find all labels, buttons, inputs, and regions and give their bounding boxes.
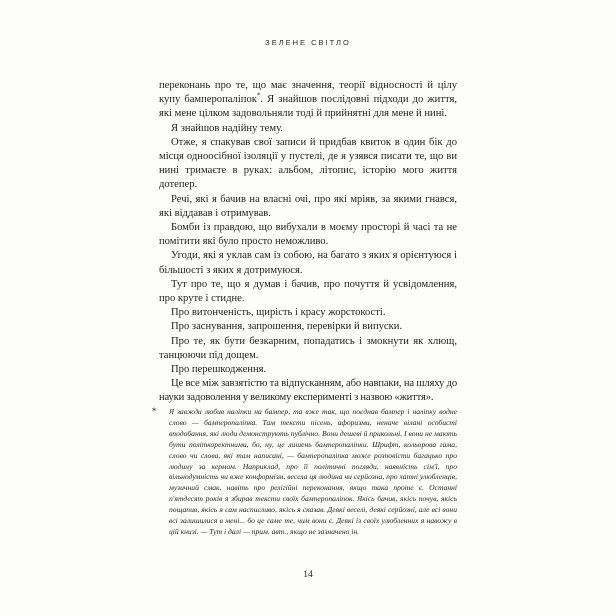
- paragraph-4: Речі, які я бачив на власні очі, про які мріяв, за якими гнався, які віддавав і отримував.: [159, 193, 457, 219]
- footnote-reference: *: [256, 91, 261, 100]
- paragraph-7: Тут про те, що я думав і бачив, про почуття й усвідомлення, про круте і стидне.: [159, 278, 457, 305]
- paragraph-1: [159, 79, 457, 122]
- paragraph-12: Це все між завзятістю та відпусканням, або навпаки, на шляху до науки задоволення у великому експерименті з назвою «життя».: [159, 378, 457, 404]
- footnote-marker: *: [152, 407, 156, 416]
- paragraph-5: Бомби із правдою, що вибухали в моєму просторі й часі та не помітити які було просто неможливо.: [159, 222, 457, 248]
- paragraph-11: Про перешкодження.: [171, 364, 267, 376]
- running-head: ЗЕЛЕНЕ СВІТЛО: [265, 38, 351, 47]
- body-text: [159, 79, 457, 406]
- paragraph-9: Про заснування, запрошення, перевірки й випуски.: [171, 321, 403, 333]
- paragraph-10: Про те, як бути безкарним, попадатись і змокнути як хлющ, танцюючи під дощем.: [159, 335, 457, 361]
- page-number: 14: [303, 570, 313, 580]
- paragraph-1-text: переконань про те, що має значення, теорії відносності й цілу купу бамперопаліпок*. Я знайшов послідовні підходи до життя, які мене цілком задовольняли тоді й прийнятні для мене й нині.: [159, 80, 457, 120]
- paragraph-6: Угоди, які я уклав сам із собою, на багато з яких я орієнтуюся і більшості з яких я дотримуюся.: [159, 250, 457, 276]
- paragraph-2: Я знайшов надійну тему.: [171, 122, 283, 134]
- paragraph-3: Отже, я спакував свої записи й придбав квиток в один бік до місця одноосібної ізоляції у пустелі, де я узявся писати те, що ви нині тримаєте в руках: альбом, літопис, історію мого життя дотепер.: [159, 136, 457, 191]
- footnote: Я завжди любив наліпки на бампер, та вже так, що поєднав бампер і наліпку водне слово — бамперопаліпка. Там тексти пісень, афоризми, неначе вілані особисті вподобання, які люди демонструють публічно. Вони дешеві й прикольні. І вони не мають бути політкоректними, бо, ну, це лишень бамперопаліпки. Шрифт, кольорова гама, слово чи слова, які там написані, — бамперопаліпка може розповісти багацько про людину за кермом. Наприклад, про її політичні погляди, наявність сім'ї, про вільнодумність чи вже конформізм, весела ця людина чи серйозна, про хатні улюбленців, музичний смак, навіть про релігійні переконання, якщо така проте є. Останні п'ятдесят років я збирав тексти своїх бамперопаліпок. Якісь бачив, якісь почув, якісь пощапив, якісь я сам насписливо, якісь я сказав. Деякі веселі, деякі серйозні, але всі вони всі залишилися в мені... бо це саме те, чим вони є. Деякі із своїх улюбленних я навожу в цій книзі. — Тут і далі — прим. авт., якщо не зазначено ін.: [169, 407, 457, 536]
- paragraph-8: Про витонченість, щирість і красу жорстокості.: [171, 307, 386, 319]
